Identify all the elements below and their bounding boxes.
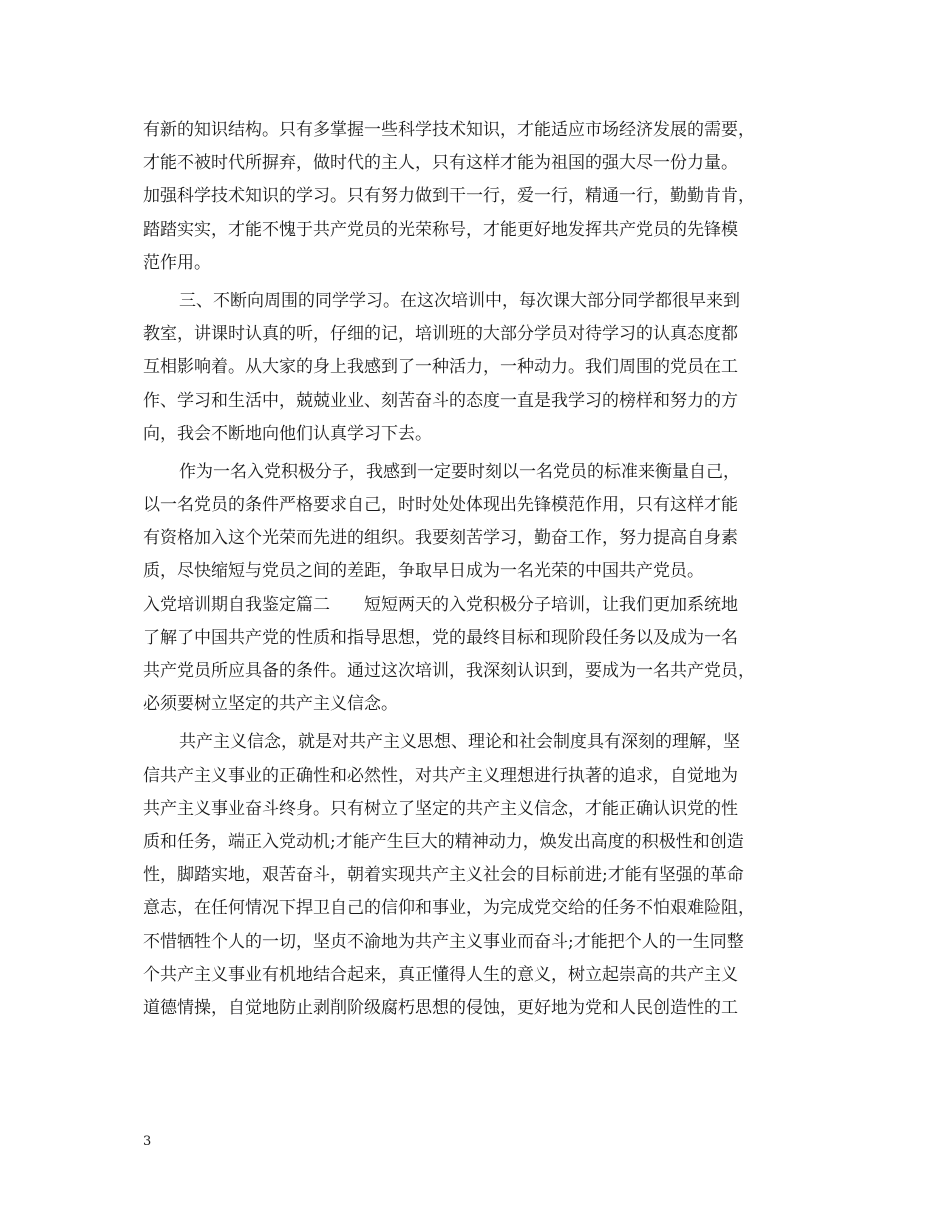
text-line: 加强科学技术知识的学习。只有努力做到干一行，爱一行，精通一行，勤勤肯肯，	[143, 186, 755, 207]
text-line: 以一名党员的条件严格要求自己，时时处处体现出先锋模范作用，只有这样才能	[143, 495, 738, 516]
text-line: 范作用。	[143, 252, 211, 273]
text-line: 踏踏实实，才能不愧于共产党员的光荣称号，才能更好地发挥共产党员的先锋模	[143, 219, 738, 240]
paragraph-start-line: 三、不断向周围的同学学习。在这次培训中，每次课大部分同学都很早来到	[179, 290, 740, 311]
text-line: 性，脚踏实地，艰苦奋斗，朝着实现共产主义社会的目标前进;才能有坚强的革命	[143, 865, 744, 886]
paragraph-start-line: 作为一名入党积极分子，我感到一定要时刻以一名党员的标准来衡量自己，	[179, 461, 740, 482]
text-line: 向，我会不断地向他们认真学习下去。	[143, 423, 432, 444]
body-text	[143, 114, 823, 1025]
paragraph-start-line: 共产主义信念，就是对共产主义思想、理论和社会制度具有深刻的理解，坚	[179, 732, 740, 753]
text-line: 个共产主义事业有机地结合起来，真正懂得人生的意义，树立起崇高的共产主义	[143, 964, 738, 985]
text-line: 才能不被时代所摒弃，做时代的主人，只有这样才能为祖国的强大尽一份力量。	[143, 153, 738, 174]
text-line: 必须要树立坚定的共产主义信念。	[143, 694, 398, 715]
text-line: 有资格加入这个光荣而先进的组织。我要刻苦学习，勤奋工作，努力提高自身素	[143, 528, 738, 549]
page-number: 3	[143, 1134, 152, 1149]
text-line: 质，尽快缩短与党员之间的差距，争取早日成为一名光荣的中国共产党员。	[143, 561, 704, 582]
text-line: 不惜牺牲个人的一切，坚贞不渝地为共产主义事业而奋斗;才能把个人的一生同整	[143, 931, 744, 952]
text-line: 了解了中国共产党的性质和指导思想，党的最终目标和现阶段任务以及成为一名	[143, 627, 738, 648]
text-line: 作、学习和生活中，兢兢业业、刻苦奋斗的态度一直是我学习的榜样和努力的方	[143, 390, 738, 411]
text-line: 道德情操，自觉地防止剥削阶级腐朽思想的侵蚀，更好地为党和人民创造性的工	[143, 997, 738, 1018]
text-line: 教室，讲课时认真的听，仔细的记，培训班的大部分学员对待学习的认真态度都	[143, 324, 738, 345]
text-line: 信共产主义事业的正确性和必然性，对共产主义理想进行执著的追求，自觉地为	[143, 765, 738, 786]
section-heading-line: 入党培训期自我鉴定篇二 短短两天的入党积极分子培训，让我们更加系统地	[143, 594, 738, 615]
text-line: 共产主义事业奋斗终身。只有树立了坚定的共产主义信念，才能正确认识党的性	[143, 798, 738, 819]
text-line: 意志，在任何情况下捍卫自己的信仰和事业，为完成党交给的任务不怕艰难险阻，	[143, 898, 755, 919]
text-line: 共产党员所应具备的条件。通过这次培训，我深刻认识到，要成为一名共产党员，	[143, 661, 755, 681]
text-line: 互相影响着。从大家的身上我感到了一种活力，一种动力。我们周围的党员在工	[143, 357, 738, 378]
text-line: 有新的知识结构。只有多掌握一些科学技术知识，才能适应市场经济发展的需要，	[143, 120, 755, 140]
text-line: 质和任务，端正入党动机;才能产生巨大的精神动力，焕发出高度的积极性和创造	[143, 831, 744, 852]
